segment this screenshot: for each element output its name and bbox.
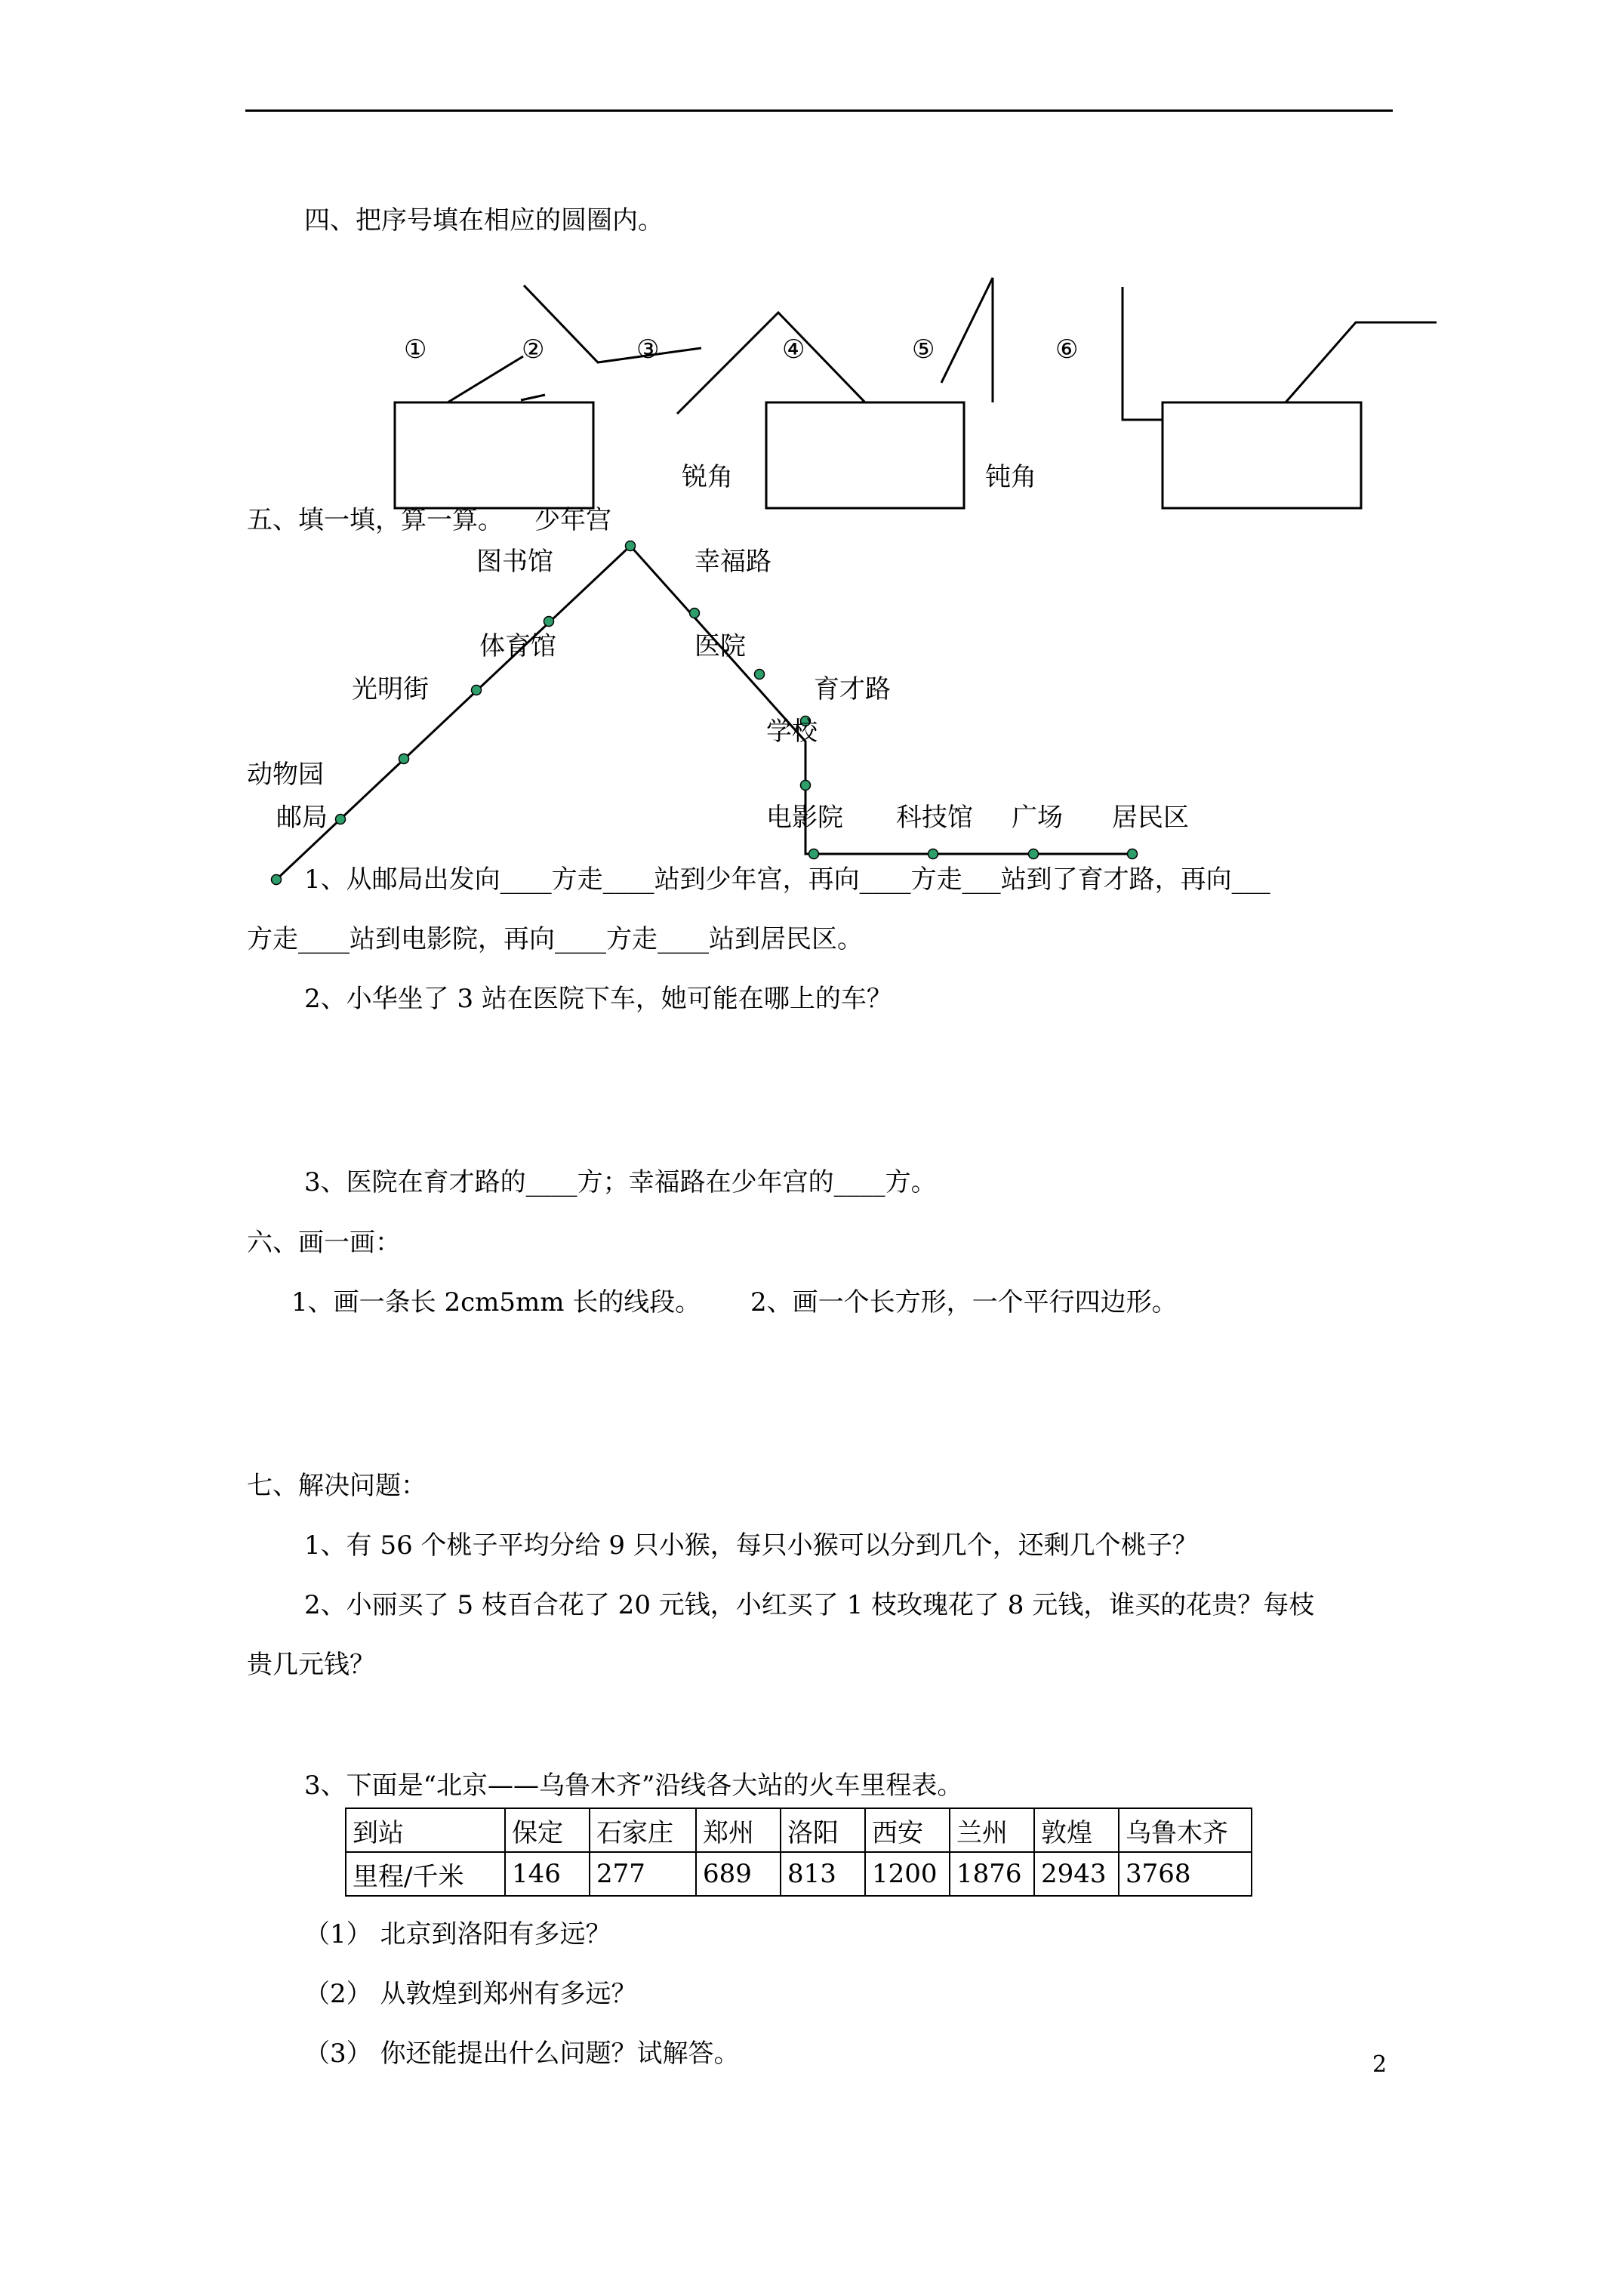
station-dot-yiyuan [755,670,765,680]
table-cell: 石家庄 [590,1808,696,1852]
marker-4: ④ [782,334,805,365]
table-cell: 兰州 [950,1808,1034,1852]
table-cell: 1200 [865,1852,950,1896]
table-cell: 689 [696,1852,781,1896]
section6-title: 六、画一画： [247,1228,401,1258]
station-dot-shaoniangong [626,541,636,551]
s7-sub2: （2） 从敦煌到郑州有多远？ [304,1979,637,2009]
s7-sub1: （1） 北京到洛阳有多远？ [304,1919,611,1949]
s7-q3: 3、下面是“北京——乌鲁木齐”沿线各大站的火车里程表。 [304,1771,963,1801]
label-xingfulu: 幸福路 [694,547,771,577]
s7-q2-line1: 2、小丽买了 5 枝百合花了 20 元钱，小红买了 1 枝玫瑰花了 8 元钱，谁买的花贵？每枝 [304,1590,1315,1620]
station-dot-tiyuguan [544,617,554,627]
marker-2: ② [522,334,545,365]
label-yucailu: 育才路 [814,674,891,704]
table-cell: 里程/千米 [346,1852,505,1896]
table-cell: 到站 [346,1808,505,1852]
s6-q2: 2、画一个长方形，一个平行四边形。 [750,1287,1178,1318]
table-cell: 3768 [1119,1852,1252,1896]
section4-title: 四、把序号填在相应的圆圈内。 [304,205,664,236]
marker-1: ① [404,334,427,365]
table-cell: 西安 [865,1808,950,1852]
table-row [346,1852,1252,1896]
station-dot-youju-start [272,875,282,885]
label-dongwuyuan: 动物园 [247,760,324,790]
table-cell: 277 [590,1852,696,1896]
label-obtuse: 钝角 [985,462,1036,492]
station-dot-xingfulu [690,609,700,618]
station-dot-xuexiao [801,781,811,791]
s6-q1: 1、画一条长 2cm5mm 长的线段。 [291,1287,701,1318]
label-xuexiao: 学校 [766,717,818,747]
s7-sub3: （3） 你还能提出什么问题？试解答。 [304,2039,740,2069]
station-dot-youju [336,815,346,824]
marker-5: ⑤ [912,334,935,365]
table-header-row [346,1808,1252,1852]
label-dianyingyuan: 电影院 [766,803,843,833]
table-cell: 敦煌 [1034,1808,1119,1852]
label-kejiguan: 科技馆 [896,803,973,833]
label-youju: 邮局 [276,803,328,833]
label-shaoniangong: 少年宫 [534,505,611,535]
table-cell: 郑州 [696,1808,781,1852]
station-dot-guangmingjie2 [472,686,482,695]
table-cell: 146 [505,1852,590,1896]
table-cell: 乌鲁木齐 [1119,1808,1252,1852]
table-cell: 洛阳 [781,1808,865,1852]
s7-q1: 1、有 56 个桃子平均分给 9 只小猴，每只小猴可以分到几个，还剩几个桃子？ [304,1530,1198,1561]
label-guangchang: 广场 [1012,803,1063,833]
station-dot-guangmingjie [399,754,409,764]
table-cell: 2943 [1034,1852,1119,1896]
table-cell: 保定 [505,1808,590,1852]
marker-3: ③ [636,334,660,365]
s5-q2: 2、小华坐了 3 站在医院下车，她可能在哪上的车？ [304,984,892,1014]
table-cell: 1876 [950,1852,1034,1896]
s7-q2-line2: 贵几元钱？ [247,1650,375,1680]
route-map [0,0,1623,906]
page-number: 2 [1372,2051,1387,2078]
station-dot-dianyingyuan [809,849,819,859]
label-tiyuguan: 体育馆 [479,631,556,661]
label-guangmingjie: 光明街 [352,674,429,704]
s5-q1-line1: 1、从邮局出发向____方走____站到少年宫，再向____方走___站到了育才路，再向___ [304,864,1270,895]
s5-q1-line2: 方走____站到电影院，再向____方走____站到居民区。 [247,924,863,954]
label-yiyuan: 医院 [694,631,746,661]
marker-6: ⑥ [1055,334,1079,365]
station-dot-jumingqu [1128,849,1138,859]
label-acute: 锐角 [682,462,733,492]
label-tushuguan: 图书馆 [476,547,553,577]
s5-q3: 3、医院在育才路的____方；幸福路在少年宫的____方。 [304,1167,937,1197]
table-cell: 813 [781,1852,865,1896]
station-dot-guangchang [1029,849,1039,859]
section5-title: 五、填一填，算一算。 [247,505,504,535]
mileage-table [345,1808,1252,1897]
section7-title: 七、解决问题： [247,1471,427,1501]
label-jumingqu: 居民区 [1112,803,1189,833]
station-dot-kejiguan [929,849,938,859]
